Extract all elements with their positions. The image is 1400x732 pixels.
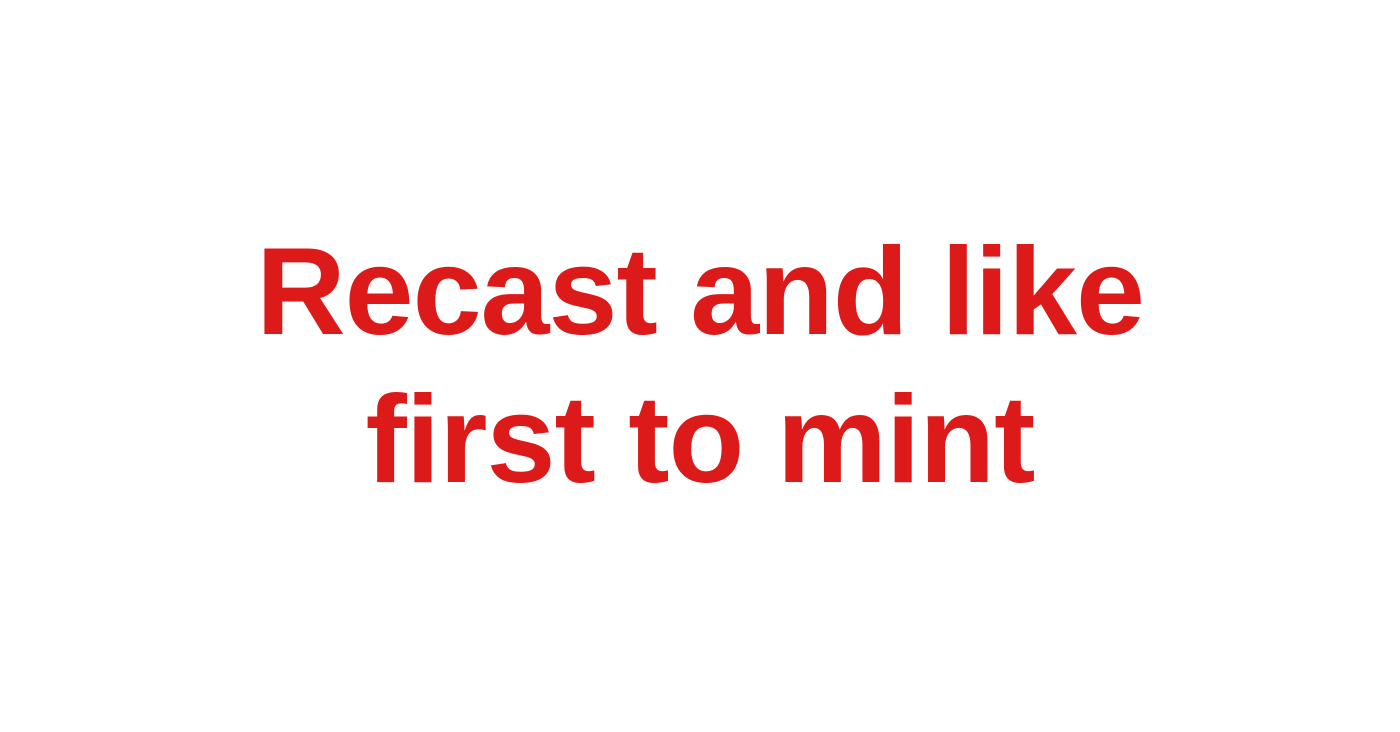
headline <box>256 218 1144 514</box>
headline-line-1: Recast and like <box>256 223 1144 361</box>
headline-line-2: first to mint <box>365 371 1035 509</box>
